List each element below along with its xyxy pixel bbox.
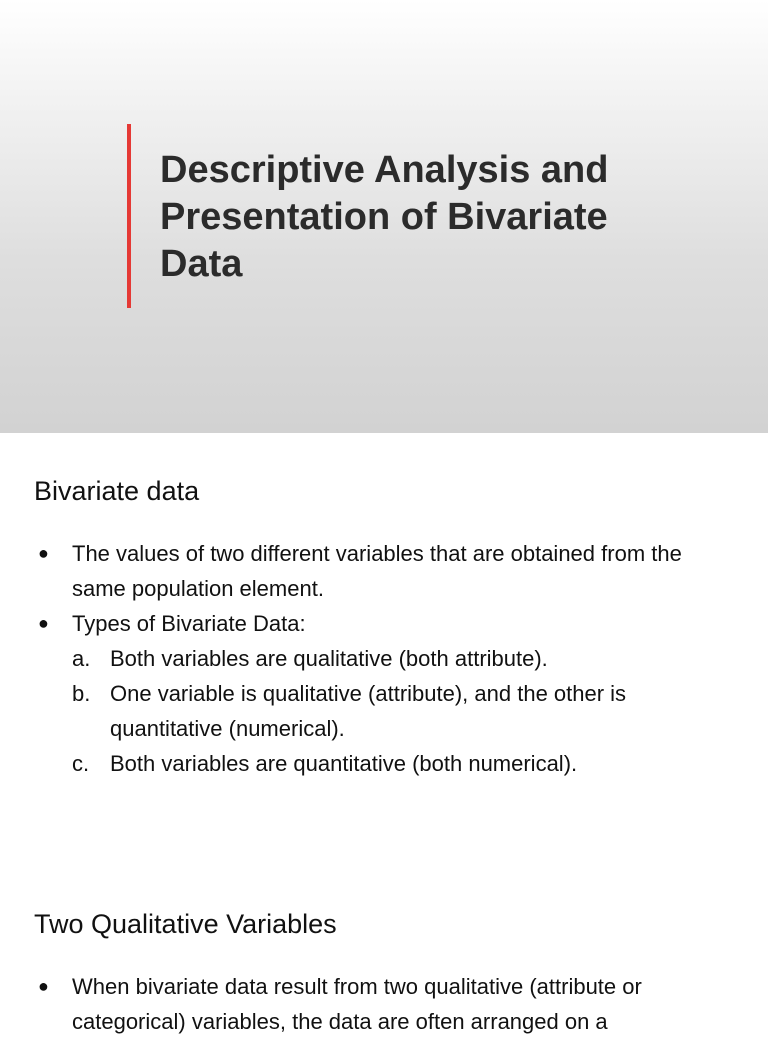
sub-list-marker: b.: [72, 681, 91, 706]
bullet-icon: ●: [38, 543, 49, 563]
bullet-icon: ●: [38, 613, 49, 633]
title-line: Descriptive Analysis and: [160, 149, 609, 191]
title-accent-bar: [127, 124, 131, 308]
bullet-list: [0, 969, 768, 1039]
bullet-list: [0, 536, 768, 781]
title-slide: [0, 0, 768, 433]
sub-list-item: [72, 746, 738, 781]
section-heading: Two Qualitative Variables: [34, 909, 337, 939]
sub-list-marker: c.: [72, 751, 90, 776]
list-item: [0, 606, 768, 781]
sub-list-text: One variable is qualitative (attribute), and the other is quantitative (numerical).: [110, 681, 627, 741]
bullet-icon: ●: [38, 976, 49, 996]
bullet-text: The values of two different variables that are obtained from the same population element.: [72, 541, 682, 601]
section-heading: Bivariate data: [34, 476, 200, 506]
title-line: Presentation of Bivariate: [160, 196, 608, 238]
list-item: [0, 536, 768, 606]
sub-list-text: Both variables are quantitative (both numerical).: [110, 751, 578, 776]
document-title: [160, 147, 680, 288]
list-item: [0, 969, 768, 1039]
bullet-text: Types of Bivariate Data:: [72, 611, 306, 636]
sub-list-item: [72, 641, 738, 676]
sub-list-marker: a.: [72, 646, 91, 671]
sub-list-text: Both variables are qualitative (both attribute).: [110, 646, 548, 671]
bullet-text: When bivariate data result from two qualitative (attribute or categorical) variables, the data are often arranged on a: [72, 974, 642, 1034]
sub-list: [72, 641, 738, 781]
sub-list-item: [72, 676, 738, 746]
title-line: Data: [160, 243, 243, 285]
